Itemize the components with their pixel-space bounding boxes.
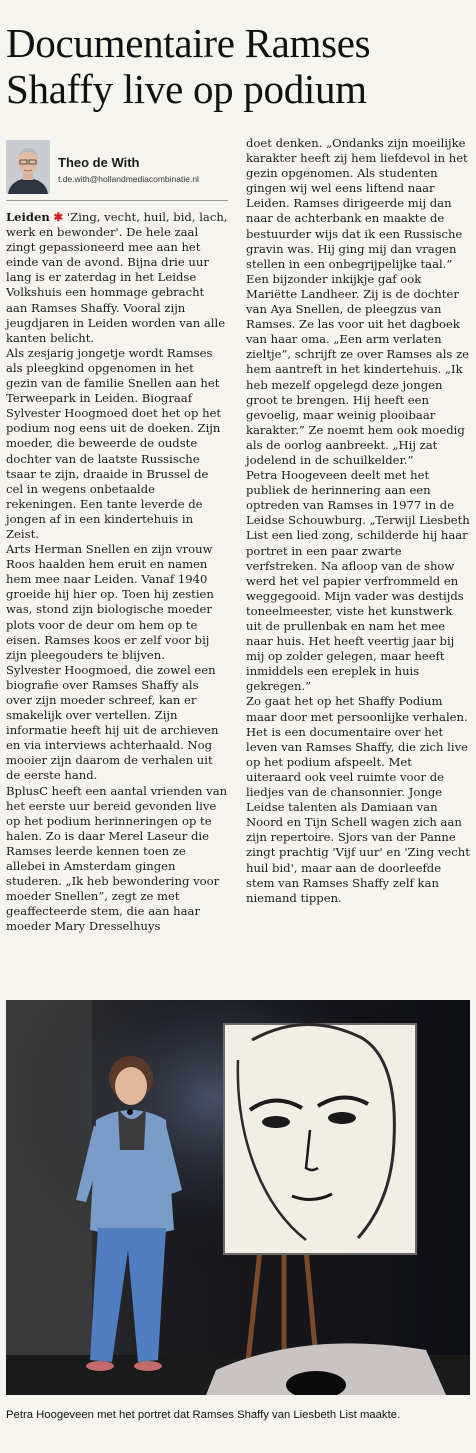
- star-icon: ✱: [53, 210, 64, 224]
- photo-caption: Petra Hoogeveen met het portret dat Ramses Shaffy van Liesbeth List maakte.: [6, 1409, 401, 1421]
- paragraph: doet denken. „Ondanks zijn moeilijke karakter heeft zij hem liefdevol in het gezin opgenomen. Als studenten gingen wij wel eens liftend naar Leiden. Ramses dirigeerde mij dan naar de achterbank en maakte de bestuurder wijs dat ik een Russische gravin was. Hij ging mij dan vragen stellen in een onbegrijpelijke taal.”: [246, 136, 468, 271]
- headline: Documentaire Ramses Shaffy live op podium: [6, 20, 371, 112]
- dateline: Leiden: [6, 210, 50, 224]
- paragraph: Sylvester Hoogmoed, die zowel een biografie over Ramses Shaffy als over zijn moeder schreef, kan er smakelijk over vertellen. Zijn informatie heeft hij uit de archieven en via interviews achterhaald. Nog mooier zijn daarom de verhalen uit de eerste hand.: [6, 662, 219, 783]
- byline-divider: [6, 200, 228, 201]
- article-column-1: [6, 210, 228, 935]
- byline: [6, 140, 228, 195]
- paragraph: Een bijzonder inkijkje gaf ook Mariëtte Landheer. Zij is de dochter van Aya Snellen, de pleegzus van Ramses. Ze las voor uit het dagboek van haar oma. „Een arm verlaten zieltje”, schrijft ze over Ramses als ze hem aantreft in het kindertehuis. „Ik heb mezelf opgelegd deze jongen groot te brengen. Hij heeft een gevoelig, maar weinig plooibaar karakter.” Ze noemt hem ook moedig als de oorlog aanbreekt. „Hij zat jodelend in de schuilkelder.”: [246, 271, 470, 467]
- author-photo: [6, 140, 50, 194]
- paragraph-text: 'Zing, vecht, huil, bid, lach, werk en bewonder'. De hele zaal zingt gepassioneerd mee aan het einde van de avond. Bijna drie uur lang is er zaterdag in het Leidse Volkshuis een hommage gebracht aan Ramses Shaffy. Vooral zijn jeugdjaren in Leiden worden van alle kanten belicht.: [6, 210, 228, 345]
- paragraph: Zo gaat het op het Shaffy Podium maar door met persoonlijke verhalen. Het is een documentaire over het leven van Ramses Shaffy, die zich live op het podium afspeelt. Met uiteraard ook veel ruimte voor de liedjes van de chansonnier. Jonge Leidse talenten als Damiaan van Noord en Tijn Schell wagen zich aan zijn repertoire. Sjors van der Panne zingt prachtig 'Vijf uur' en 'Zing vecht huil bid', maar aan de doorleefde stem van Ramses Shaffy zelf kan niemand tippen.: [246, 694, 470, 905]
- paragraph: Petra Hoogeveen deelt met het publiek de herinnering aan een optreden van Ramses in 1977 in de Leidse Schouwburg. „Terwijl Liesbeth List een lied zong, schilderde hij haar portret in een paar zwarte verfstreken. Na afloop van de show werd het vel papier verfrommeld en weggegooid. Mijn vader was destijds toneelmeester, viste het kunstwerk uit de prullenbak en nam het mee naar huis. Het heeft veertig jaar bij mij op zolder gelegen, maar heeft inmiddels een ereplek in huis gekregen.”: [246, 468, 470, 694]
- paragraph: BplusC heeft een aantal vrienden van het eerste uur bereid gevonden live op het podium herinneringen op te halen. Zo is daar Merel Laseur die Ramses leerde kennen toen ze allebei in Amsterdam gingen studeren. „Ik heb bewondering voor moeder Snellen”, zegt ze met geaffecteerde stem, die aan haar moeder Mary Dresselhuys: [6, 783, 228, 934]
- paragraph: [6, 210, 228, 346]
- stage-photo: [6, 1000, 470, 1395]
- paragraph: Als zesjarig jongetje wordt Ramses als pleegkind opgenomen in het gezin van de familie Snellen aan het Terweepark in Leiden. Biograaf Sylvester Hoogmoed doet het op het podium nog eens uit de doeken. Zijn moeder, die beweerde de oudste dochter van de laatste Russische tsaar te zijn, draaide in Brussel de cel in wegens onbetaalde rekeningen. Een tante leverde de jongen af in een kindertehuis in Zeist.: [6, 345, 222, 541]
- author-name: Theo de With: [58, 155, 140, 170]
- article-column-2: [246, 136, 470, 906]
- author-email: t.de.with@hollandmediacombinatie.nl: [58, 174, 199, 184]
- paragraph: Arts Herman Snellen en zijn vrouw Roos haalden hem eruit en namen hem mee naar Leiden. Vanaf 1940 groeide hij hier op. Toen hij zestien was, stond zijn biologische moeder plots voor de deur om hem op te eisen. Ramses koos er zelf voor bij zijn pleegouders te blijven.: [6, 542, 214, 662]
